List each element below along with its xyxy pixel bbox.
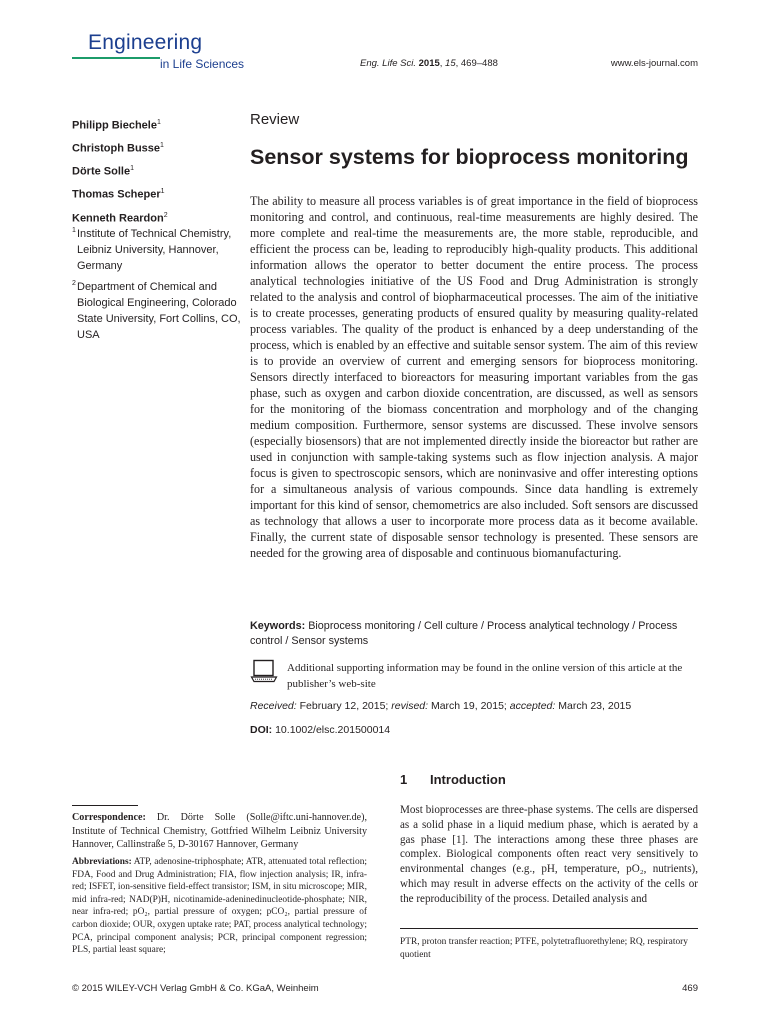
footnote-rule [400,928,698,929]
author-name: Christoph Busse$^1$ [72,142,164,155]
citation: Eng. Life Sci. 2015, 15, 469–488 [360,58,498,69]
citation-volume: 15 [445,58,456,69]
journal-logo-title: Engineering [88,31,203,54]
abbreviations-note: Abbreviations: ATP, adenosine-triphosphate; ATR, attenuated total reflection; FDA, Food and Drug Administration; FIA, flow injection analysis; IR, infra-red; ISFET, ion-sensitive field-effect transistor; ISM, in situ microscope; MIR, mid infra-red; NAD(P)H, nicotinamide-adeninedinucleotide-phosphate; NIR, near infra-red; pO₂, partial pressure of oxygen; pCO₂, partial pressure of carbon dioxide; OUR, oxygen uptake rate; PAT, process analytical technology; PCA, principal component analysis; PCR, principal component regression; PLS, partial least square; [72,857,367,956]
author-name: Philipp Biechele$^1$ [72,119,161,132]
doi [250,724,390,736]
author-name: Dörte Solle$^1$ [72,165,134,178]
copyright: © 2015 WILEY-VCH Verlag GmbH & Co. KGaA, Weinheim [72,983,319,994]
laptop-icon [250,659,278,685]
logo-rule [72,57,160,59]
doi-label: DOI: [250,724,273,736]
footnote-rule [72,805,138,806]
citation-pages: , 469–488 [455,58,498,69]
keywords-list: Bioprocess monitoring / Cell culture / Process analytical technology / Process control / Sensor systems [250,620,678,647]
article-type-label: Review [250,111,300,128]
citation-year: 2015 [418,58,440,69]
abbreviations-continued: PTR, proton transfer reaction; PTFE, polytetrafluorethylene; RQ, respiratory quotient [400,937,688,961]
keywords-label: Keywords: [250,620,306,632]
correspondence-note: Correspondence: Dr. Dörte Solle (Solle@iftc.uni-hannover.de), Institute of Technical Chemistry, Gottfried Wilhelm Leibniz University Hannover, Callinstraße 5, D-30167 Hannover, Germany [72,812,367,850]
supporting-info-note: Additional supporting information may be found in the online version of this article at the publisher’s web-site [287,662,683,690]
author-name: Kenneth Reardon$^2$ [72,211,168,225]
section-number: 1 [400,772,408,787]
author-name: Thomas Scheper$^1$ [72,188,165,202]
affiliation: 1 Institute of Technical Chemistry, Leibniz University, Hannover, Germany [72,227,232,272]
journal-logo-subtitle: in Life Sciences [160,57,245,71]
section-heading: Introduction [430,772,506,787]
introduction-text: Most bioprocesses are three-phase systems. The cells are dispersed as a solid phase in a liquid medium phase, which is aerated by a gas phase [1]. The interactions among these three phases are complex. Biological components often react very sensitively to environmental changes (e.g., pH, temperature, pO₂, nutrients), which may result in adverse effects on the activity of the cells or the reproducibility of the process. Detailed analysis and [400,804,698,905]
journal-website-link[interactable]: www.els-journal.com [610,58,698,69]
abstract-text: The ability to measure all process variables is of great importance in the field of bioprocess monitoring and control, and continuous, real-time measurements are highly desired. The more complete and real-time the measurements are, the more stable, reproducible, and efficient the process can be, leading to reproducibly high-quality products. This additional information allows the operator to better document the entire process. The process analytical technologies initiative of the US Food and Drug Administration is strongly related to the analysis and control of biopharmaceutical processes. The aim of the initiative is to create processes, generating products of ensured quality by measuring quality-related process variables. The quality of the product is enhanced by a deep understanding of the process, which is enabled by an effective and suitable sensor system. The aim of this review is to provide an overview of current and emerging sensors for bioprocess monitoring. Sensors directly interfaced to bioreactors for measuring important variables from the gas phase, such as oxygen and carbon dioxide concentration, are discussed, as well as sensors for the monitoring of the biomass concentration and morphology and of the changing medium composition. Furthermore, sensor systems are discussed. These involve sensors (especially biosensors) that are not implemented directly inside the bioreactor but rather are used in conjunction with sample-taking systems such as flow injection analysis. A major focus is given to spectroscopic sensors, which are noninvasive and offer interesting options for a simultaneous analysis of various compounds. Since data handling is extremely important for this kind of sensor, chemometrics are also included. Soft sensors are discussed as technology that allows a user to incorporate more process data as it become available. Finally, the current state of disposable sensor technology is presented. These sensors are needed for the growing area of disposable and continuous biomanufacturing. [250,194,698,560]
page-number: 469 [682,983,698,994]
citation-journal: Eng. Life Sci. [360,58,416,69]
affiliation: 2 Department of Chemical and Biological Engineering, Colorado State University, Fort Collins, CO, USA [72,280,241,341]
doi-link[interactable]: 10.1002/elsc.201500014 [275,724,391,736]
author-list [72,113,168,229]
keywords [250,619,698,649]
article-title: Sensor systems for bioprocess monitoring [250,145,689,169]
article-dates: Received: February 12, 2015; revised: March 19, 2015; accepted: March 23, 2015 [250,700,632,712]
